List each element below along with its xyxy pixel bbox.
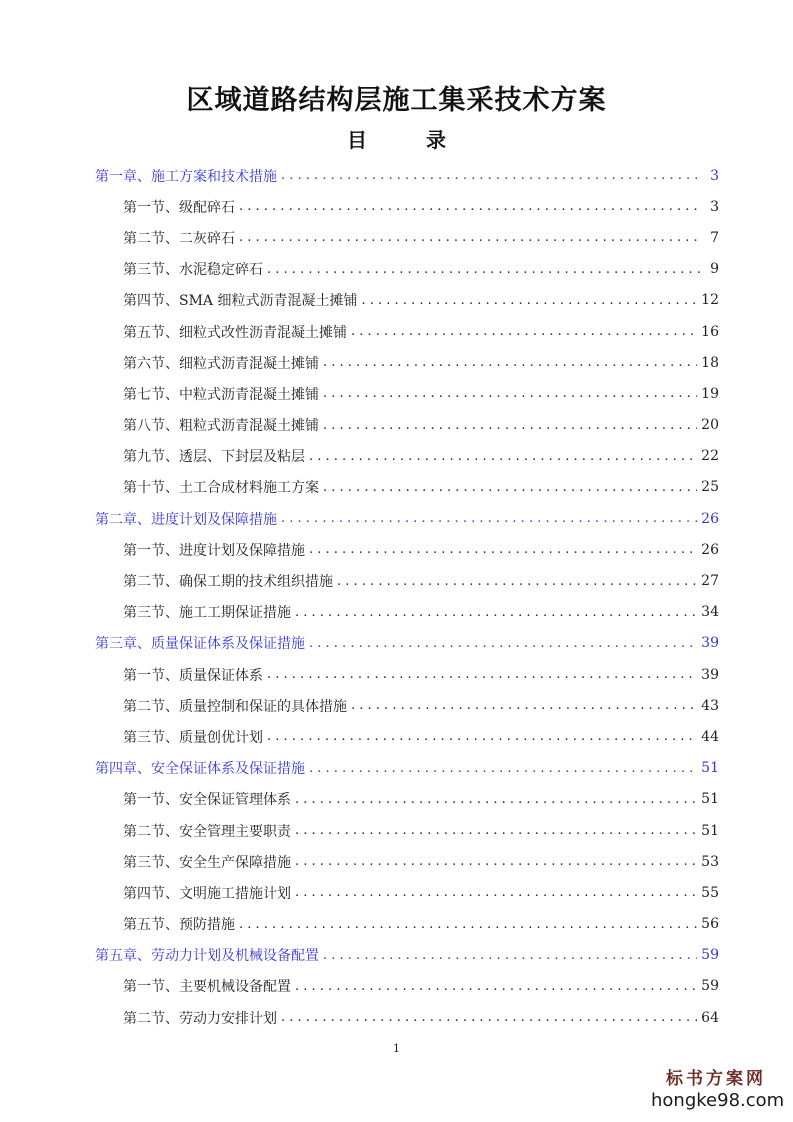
toc-dot-leader [267,729,697,744]
toc-entry-label: 第四节、SMA 细粒式沥青混凝土摊铺 [123,293,358,310]
toc-entry-page: 9 [710,261,719,278]
toc-section-link[interactable] [0,815,719,846]
toc-entry-label: 第一节、质量保证体系 [123,667,263,684]
toc-section-link[interactable] [0,1002,719,1033]
toc-section-link[interactable] [0,909,719,940]
toc-dot-leader [323,386,697,401]
toc-entry-page: 22 [701,448,719,465]
toc-dot-leader [281,168,701,183]
toc-section-link[interactable] [0,534,719,565]
toc-dot-leader [309,761,697,776]
toc-entry-page: 27 [701,573,719,590]
toc-dot-leader [281,1010,697,1025]
toc-entry-label: 第二章、进度计划及保障措施 [95,511,277,528]
toc-entry-page: 51 [701,822,719,839]
toc-section-link[interactable] [0,285,719,316]
toc-entry-label: 第五章、劳动力计划及机械设备配置 [95,948,319,965]
toc-chapter-link[interactable] [0,940,719,971]
watermark-url: hongke98.com [651,1090,785,1111]
toc-entry-page: 25 [701,479,719,496]
toc-entry-page: 34 [701,604,719,621]
toc-dot-leader [295,979,697,994]
toc-entry-page: 19 [701,385,719,402]
toc-section-link[interactable] [0,410,719,441]
watermark-logo [651,1068,785,1112]
toc-entry-page: 7 [710,229,719,246]
toc-dot-leader [295,605,697,620]
toc-dot-leader [362,293,698,308]
toc-entry-label: 第七节、中粒式沥青混凝土摊铺 [123,386,319,403]
toc-section-link[interactable] [0,565,719,596]
toc-entry-page: 26 [701,541,719,558]
toc-dot-leader [323,418,697,433]
toc-entry-page: 16 [701,323,719,340]
toc-dot-leader [323,355,697,370]
toc-entry-label: 第九节、透层、下封层及粘层 [123,449,305,466]
toc-section-link[interactable] [0,222,719,253]
toc-dot-leader [323,480,697,495]
toc-entry-label: 第二节、确保工期的技术组织措施 [123,574,333,591]
toc-entry-label: 第二节、二灰碎石 [123,230,235,247]
toc-heading: 目 录 [347,128,472,152]
page-number: 1 [393,1042,400,1055]
toc-section-link[interactable] [0,721,719,752]
toc-entry-label: 第五节、预防措施 [123,917,235,934]
toc-entry-label: 第五节、细粒式改性沥青混凝土摊铺 [123,324,347,341]
toc-chapter-link[interactable] [0,753,719,784]
toc-section-link[interactable] [0,472,719,503]
toc-entry-label: 第四节、文明施工措施计划 [123,885,291,902]
toc-dot-leader [351,698,697,713]
toc-entry-page: 59 [701,947,719,964]
toc-section-link[interactable] [0,846,719,877]
toc-entry-page: 12 [701,292,719,309]
toc-entry-page: 53 [701,853,719,870]
toc-entry-page: 64 [701,1009,719,1026]
toc-dot-leader [351,324,697,339]
toc-section-link[interactable] [0,877,719,908]
toc-entry-label: 第四章、安全保证体系及保证措施 [95,761,305,778]
toc-dot-leader [239,230,701,245]
toc-entry-label: 第二节、劳动力安排计划 [123,1010,277,1027]
toc-chapter-link[interactable] [0,628,719,659]
toc-dot-leader [295,792,697,807]
toc-entry-page: 51 [701,791,719,808]
toc-section-link[interactable] [0,784,719,815]
toc-entry-page: 51 [701,760,719,777]
toc-entry-label: 第一节、进度计划及保障措施 [123,542,305,559]
toc-entry-label: 第一节、级配碎石 [123,199,235,216]
toc-entry-label: 第一节、主要机械设备配置 [123,979,291,996]
toc-entry-page: 20 [701,417,719,434]
toc-entry-page: 39 [701,666,719,683]
toc-dot-leader [239,199,701,214]
watermark-brand: 标书方案网 [666,1069,766,1089]
toc-entry-label: 第三节、质量创优计划 [123,729,263,746]
toc-dot-leader [337,574,697,589]
toc-entry-page: 39 [701,635,719,652]
document-title: 区域道路结构层施工集采技术方案 [186,85,607,116]
toc-entry-label: 第十节、土工合成材料施工方案 [123,480,319,497]
toc-entry-page: 56 [701,916,719,933]
toc-dot-leader [309,636,697,651]
toc-entry-label: 第八节、粗粒式沥青混凝土摊铺 [123,418,319,435]
toc-section-link[interactable] [0,254,719,285]
toc-section-link[interactable] [0,347,719,378]
toc-entry-label: 第二节、安全管理主要职责 [123,823,291,840]
toc-entry-page: 26 [701,510,719,527]
toc-entry-label: 第三节、安全生产保障措施 [123,854,291,871]
toc-entry-page: 59 [701,978,719,995]
toc-section-link[interactable] [0,659,719,690]
toc-entry-label: 第一节、安全保证管理体系 [123,792,291,809]
toc-entry-label: 第三章、质量保证体系及保证措施 [95,636,305,653]
toc-entry-page: 55 [701,884,719,901]
toc-dot-leader [295,885,697,900]
toc-chapter-link[interactable] [0,160,719,191]
toc-dot-leader [267,262,701,277]
toc-section-link[interactable] [0,191,719,222]
toc-entry-page: 43 [701,697,719,714]
toc-entry-page: 3 [710,167,719,184]
toc-section-link[interactable] [0,441,719,472]
toc-entry-label: 第三节、施工工期保证措施 [123,605,291,622]
toc-dot-leader [323,948,697,963]
toc-dot-leader [309,542,697,557]
toc-entry-page: 3 [710,198,719,215]
toc-entry-label: 第一章、施工方案和技术措施 [95,168,277,185]
toc-section-link[interactable] [0,316,719,347]
toc-dot-leader [295,854,697,869]
toc-dot-leader [295,823,697,838]
toc-section-link[interactable] [0,597,719,628]
toc-section-link[interactable] [0,378,719,409]
toc-entry-label: 第六节、细粒式沥青混凝土摊铺 [123,355,319,372]
toc-chapter-link[interactable] [0,503,719,534]
toc-entry-page: 18 [701,354,719,371]
toc-dot-leader [239,917,697,932]
toc-entry-page: 44 [701,728,719,745]
toc-dot-leader [309,449,697,464]
toc-section-link[interactable] [0,690,719,721]
toc-section-link[interactable] [0,971,719,1002]
toc-dot-leader [267,667,697,682]
table-of-contents [0,160,793,1033]
toc-entry-label: 第二节、质量控制和保证的具体措施 [123,698,347,715]
toc-dot-leader [281,511,697,526]
toc-entry-label: 第三节、水泥稳定碎石 [123,262,263,279]
